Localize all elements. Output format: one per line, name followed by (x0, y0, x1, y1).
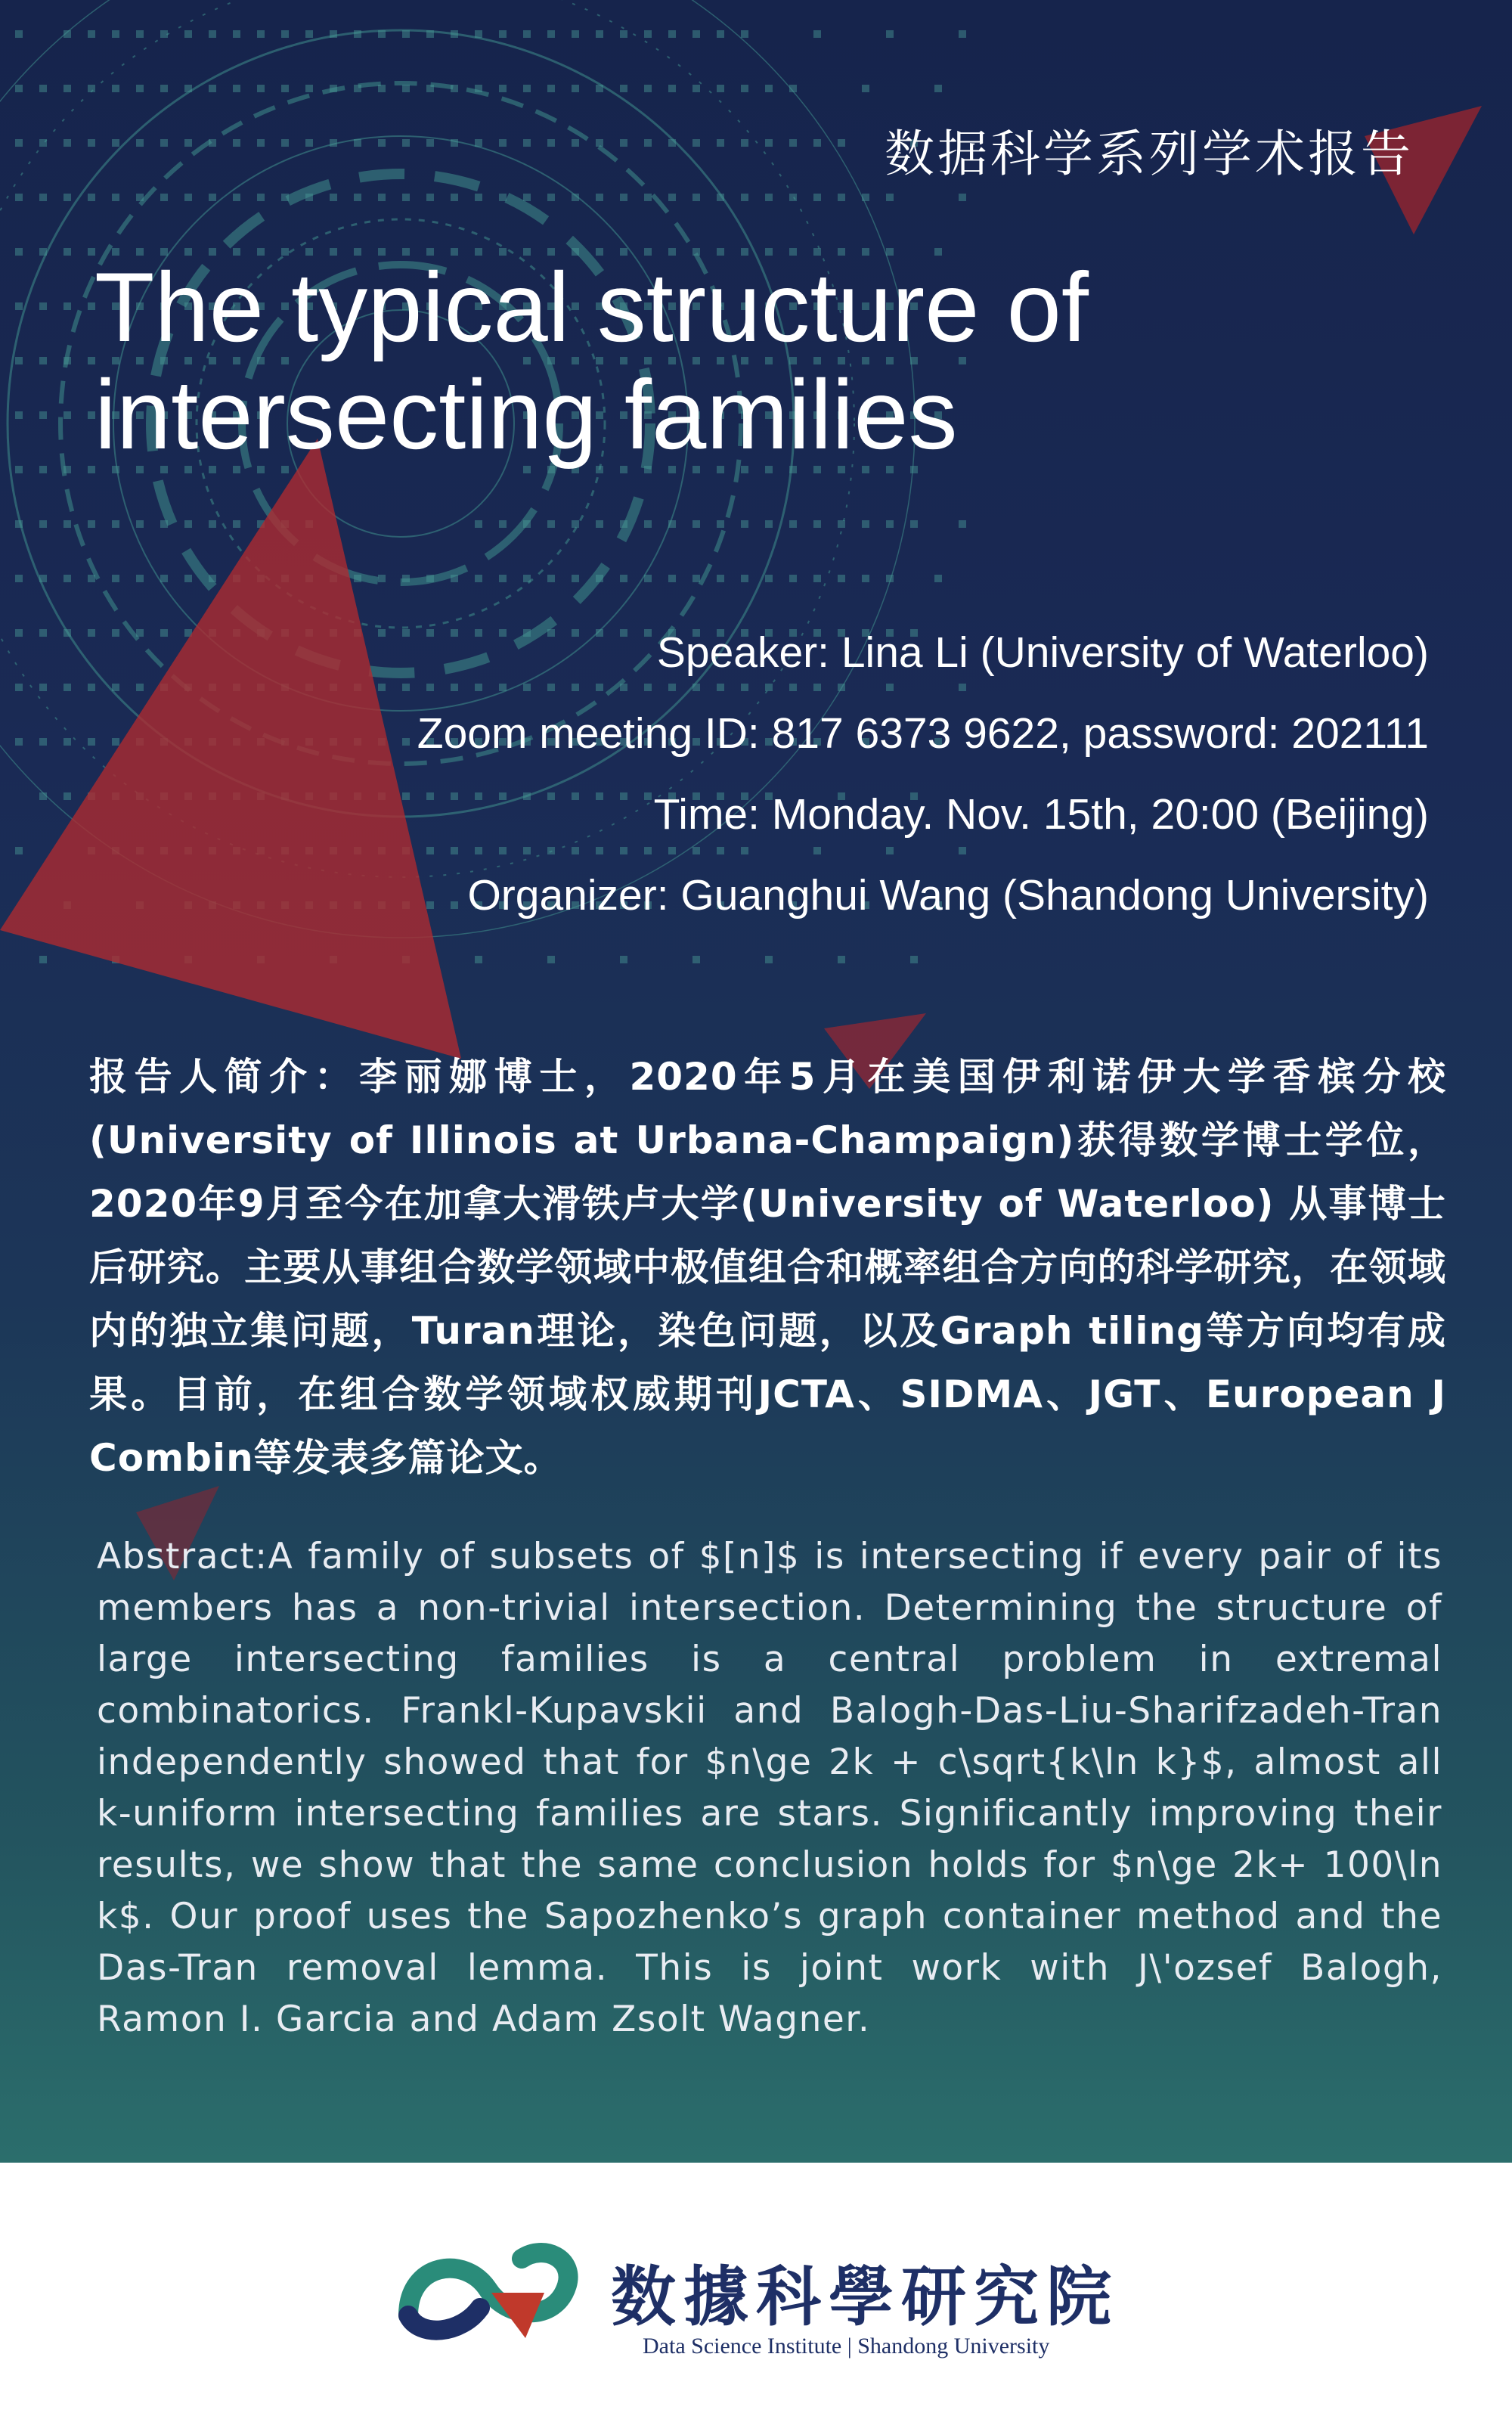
decor-dot (572, 575, 579, 582)
decor-dot (15, 194, 23, 201)
series-title: 数据科学系列学术报告 (885, 125, 1414, 183)
decor-dot (402, 629, 410, 637)
decor-dot (499, 520, 507, 528)
decor-dot (813, 139, 821, 147)
decor-dot (209, 30, 216, 38)
decor-dot (475, 956, 482, 963)
decor-dot (789, 139, 797, 147)
decor-dot (233, 139, 240, 147)
decor-dot (596, 194, 603, 201)
decor-dot (39, 302, 47, 310)
decor-dot (765, 139, 773, 147)
decor-dot (281, 139, 289, 147)
decor-dot (692, 956, 700, 963)
decor-dot (741, 85, 748, 92)
decor-dot (886, 575, 894, 582)
institute-name-english: Data Science Institute | Shandong University (643, 2334, 1050, 2359)
decor-dot (160, 85, 168, 92)
decor-dot (451, 30, 458, 38)
decor-dot (620, 30, 627, 38)
decor-dot (475, 575, 482, 582)
decor-dot (305, 194, 313, 201)
decor-dot (596, 575, 603, 582)
decor-dot (281, 30, 289, 38)
decor-dot (64, 575, 71, 582)
decor-dot (572, 30, 579, 38)
decor-dot (257, 30, 265, 38)
decor-dot (378, 684, 386, 691)
decor-dot (64, 466, 71, 473)
decor-dot (934, 85, 942, 92)
decor-dot (15, 684, 23, 691)
decor-dot (184, 575, 192, 582)
decor-dot (209, 85, 216, 92)
decor-dot (39, 85, 47, 92)
decor-dot (813, 520, 821, 528)
decor-dot (499, 194, 507, 201)
decor-dot (184, 30, 192, 38)
decor-dot (668, 30, 676, 38)
decor-dot (668, 139, 676, 147)
decor-dot (547, 956, 555, 963)
decor-dot (39, 248, 47, 256)
institute-logo-icon (393, 2232, 590, 2346)
decor-dot (789, 194, 797, 201)
decor-dot (39, 738, 47, 746)
decor-dot (886, 520, 894, 528)
decor-dot (209, 194, 216, 201)
decor-dot (305, 30, 313, 38)
decor-dot (789, 520, 797, 528)
decor-dot (741, 30, 748, 38)
decor-dot (233, 30, 240, 38)
decor-dot (39, 684, 47, 691)
decor-dot (354, 575, 361, 582)
decor-dot (354, 30, 361, 38)
decor-dot (136, 85, 144, 92)
decor-dot (136, 629, 144, 637)
decor-dot (39, 629, 47, 637)
decor-dot (88, 738, 95, 746)
decor-dot (64, 194, 71, 201)
decor-dot (426, 139, 434, 147)
decor-dot (112, 139, 119, 147)
decor-dot (64, 684, 71, 691)
decor-dot (523, 575, 531, 582)
decor-dot (596, 139, 603, 147)
decor-dot (499, 575, 507, 582)
decor-dot (765, 520, 773, 528)
decor-dot (402, 194, 410, 201)
decor-dot (233, 520, 240, 528)
decor-dot (523, 194, 531, 201)
decor-dot (547, 194, 555, 201)
decor-dot (692, 575, 700, 582)
decor-dot (741, 520, 748, 528)
decor-dot (305, 139, 313, 147)
decor-dot (717, 575, 724, 582)
decor-dot (378, 629, 386, 637)
decor-dot (475, 520, 482, 528)
decor-dot (330, 30, 337, 38)
decor-dot (39, 357, 47, 364)
decor-dot (64, 248, 71, 256)
decor-dot (64, 357, 71, 364)
decor-dot (838, 139, 845, 147)
decor-dot (862, 520, 869, 528)
decor-dot (39, 194, 47, 201)
time-line: Time: Monday. Nov. 15th, 20:00 (Beijing) (653, 790, 1429, 839)
decor-dot (547, 520, 555, 528)
decor-dot (572, 520, 579, 528)
decor-dot (112, 85, 119, 92)
decor-dot (886, 194, 894, 201)
decor-dot (88, 684, 95, 691)
decor-dot (789, 85, 797, 92)
decor-dot (330, 139, 337, 147)
decor-dot (39, 956, 47, 963)
decor-dot (184, 139, 192, 147)
decor-dot (233, 85, 240, 92)
decor-dot (547, 575, 555, 582)
decor-dot (475, 85, 482, 92)
decor-dot (15, 629, 23, 637)
decor-dot (15, 85, 23, 92)
decor-dot (136, 684, 144, 691)
decor-dot (64, 30, 71, 38)
decor-dot (402, 792, 410, 800)
decor-dot (813, 30, 821, 38)
decor-dot (112, 194, 119, 201)
decor-dot (257, 85, 265, 92)
decor-dot (281, 85, 289, 92)
decor-dot (88, 629, 95, 637)
decor-dot (39, 575, 47, 582)
decor-dot (378, 30, 386, 38)
decor-dot (15, 575, 23, 582)
decor-dot (39, 520, 47, 528)
decor-dot (15, 139, 23, 147)
decor-dot (620, 956, 627, 963)
decor-dot (136, 139, 144, 147)
decor-dot (402, 575, 410, 582)
decor-dot (451, 575, 458, 582)
footer (0, 2163, 1512, 2419)
decor-dot (572, 85, 579, 92)
decor-dot (886, 30, 894, 38)
decor-dot (717, 85, 724, 92)
decor-dot (209, 575, 216, 582)
decor-dot (112, 575, 119, 582)
decor-dot (64, 520, 71, 528)
zoom-line: Zoom meeting ID: 817 6373 9622, password: 202111 (417, 709, 1429, 758)
decor-dot (644, 575, 652, 582)
decor-dot (572, 194, 579, 201)
decor-dot (39, 792, 47, 800)
decor-dot (910, 520, 918, 528)
decor-dot (668, 85, 676, 92)
decor-dot (668, 194, 676, 201)
decor-dot (15, 466, 23, 473)
decor-dot (64, 629, 71, 637)
decor-dot (136, 520, 144, 528)
decor-dot (15, 738, 23, 746)
decor-dot (39, 466, 47, 473)
decor-dot (402, 738, 410, 746)
decor-dot (112, 30, 119, 38)
decor-dot (64, 738, 71, 746)
decor-dot (644, 85, 652, 92)
decor-dot (668, 575, 676, 582)
decor-dot (451, 194, 458, 201)
decor-dot (378, 194, 386, 201)
decor-dot (330, 194, 337, 201)
decor-dot (692, 139, 700, 147)
decor-dot (402, 139, 410, 147)
decor-dot (426, 575, 434, 582)
decor-dot (789, 575, 797, 582)
decor-dot (644, 520, 652, 528)
decor-dot (64, 139, 71, 147)
decor-dot (499, 85, 507, 92)
decor-dot (499, 30, 507, 38)
decor-dot (88, 30, 95, 38)
decor-dot (620, 139, 627, 147)
decor-dot (451, 139, 458, 147)
decor-dot (112, 738, 119, 746)
decor-dot (862, 575, 869, 582)
speaker-line: Speaker: Lina Li (University of Waterloo) (656, 628, 1429, 677)
decor-dot (862, 194, 869, 201)
decor-dot (596, 85, 603, 92)
decor-dot (136, 30, 144, 38)
decor-dot (15, 411, 23, 419)
decor-dot (547, 30, 555, 38)
decor-dot (64, 792, 71, 800)
decor-dot (88, 194, 95, 201)
decor-dot (692, 30, 700, 38)
decor-dot (523, 30, 531, 38)
institute-name-chinese: 数據科學研究院 (611, 2259, 1119, 2335)
decor-dot (136, 575, 144, 582)
decor-dot (209, 139, 216, 147)
decor-dot (547, 139, 555, 147)
decor-dot (668, 520, 676, 528)
decor-dot (717, 194, 724, 201)
decor-dot (233, 194, 240, 201)
decor-dot (112, 629, 119, 637)
decor-dot (596, 520, 603, 528)
decor-dot (88, 85, 95, 92)
decor-dot (813, 194, 821, 201)
decor-dot (354, 85, 361, 92)
decor-dot (378, 85, 386, 92)
decor-dot (160, 194, 168, 201)
decor-dot (813, 575, 821, 582)
decor-dot (402, 85, 410, 92)
decor-dot (15, 357, 23, 364)
talk-info (417, 613, 1429, 936)
decor-dot (184, 85, 192, 92)
decor-dot (475, 30, 482, 38)
decor-dot (765, 956, 773, 963)
decor-dot (910, 956, 918, 963)
decor-dot (378, 139, 386, 147)
decor-dot (64, 85, 71, 92)
decor-dot (838, 956, 845, 963)
decor-dot (426, 85, 434, 92)
decor-dot (692, 194, 700, 201)
decor-dot (765, 194, 773, 201)
decor-dot (305, 85, 313, 92)
speaker-bio: 报告人简介：李丽娜博士，2020年5月在美国伊利诺伊大学香槟分校(University of Illinois at Urbana-Champaign)获得数学博士学位，2020年9月至今在加拿大滑铁卢大学(University of Waterloo) 从事博士后研究。主要从事组合数学领域中极值组合和概率组合方向的科学研究，在领域内的独立集问题，Turan理论，染色问题，以及Graph tiling等方向均有成果。目前，在组合数学领域权威期刊JCTA、SIDMA、JGT、European J Combin等发表多篇论文。 (89, 1055, 1446, 1480)
decor-dot (475, 194, 482, 201)
decor-dot (402, 684, 410, 691)
decor-dot (402, 30, 410, 38)
decor-dot (765, 575, 773, 582)
decor-dot (741, 139, 748, 147)
decor-dot (572, 139, 579, 147)
decor-dot (136, 194, 144, 201)
decor-dot (257, 139, 265, 147)
decor-dot (523, 520, 531, 528)
large-red-triangle (0, 439, 461, 1059)
decor-dot (160, 520, 168, 528)
decor-dot (717, 139, 724, 147)
decor-dot (523, 85, 531, 92)
decor-dot (838, 575, 845, 582)
decor-dot (741, 575, 748, 582)
decor-dot (620, 575, 627, 582)
decor-dot (765, 85, 773, 92)
decor-dot (15, 248, 23, 256)
decor-dot (838, 520, 845, 528)
decor-dot (959, 30, 966, 38)
decor-dot (160, 139, 168, 147)
decor-dot (596, 30, 603, 38)
decor-dot (112, 684, 119, 691)
decor-dot (88, 139, 95, 147)
decor-dot (39, 411, 47, 419)
decor-dot (112, 520, 119, 528)
decor-dot (934, 575, 942, 582)
decor-dot (15, 847, 23, 854)
decor-dot (209, 520, 216, 528)
decor-dot (378, 575, 386, 582)
decor-dot (644, 194, 652, 201)
organizer-line: Organizer: Guanghui Wang (Shandong University) (467, 871, 1429, 920)
decor-dot (64, 302, 71, 310)
decor-dot (741, 194, 748, 201)
decor-dot (281, 194, 289, 201)
decor-dot (160, 629, 168, 637)
decor-dot (160, 30, 168, 38)
decor-dot (717, 30, 724, 38)
decor-dot (692, 85, 700, 92)
abstract: Abstract:A family of subsets of $[n]$ is intersecting if every pair of its members has a non-trivial intersection. Determining the structure of large intersecting families is a central problem in extremal combinatorics. Frankl-Kupavskii and Balogh-Das-Liu-Sharifzadeh-Tran independently showed that for $n\ge 2k + c\sqrt{k\ln k}$, almost all k-uniform intersecting families are stars. Significantly improving their results, we show that the same conclusion holds for $n\ge 2k+ 100\ln k$. Our proof uses the Sapozhenko’s graph container method and the Das-Tran removal lemma. This is joint work with J\'ozsef Balogh, Ramon I. Garcia and Adam Zsolt Wagner. (97, 1536, 1442, 2040)
decor-dot (15, 302, 23, 310)
decor-dot (88, 520, 95, 528)
decor-dot (426, 194, 434, 201)
decor-dot (39, 139, 47, 147)
decor-dot (838, 194, 845, 201)
decor-dot (692, 520, 700, 528)
decor-dot (330, 85, 337, 92)
decor-dot (523, 139, 531, 147)
decor-dot (620, 85, 627, 92)
decor-dot (620, 520, 627, 528)
decor-dot (64, 411, 71, 419)
decor-dot (354, 139, 361, 147)
decor-dot (15, 520, 23, 528)
decor-dot (717, 520, 724, 528)
decor-dot (257, 194, 265, 201)
decor-dot (644, 139, 652, 147)
decor-dot (88, 575, 95, 582)
decor-dot (451, 85, 458, 92)
decor-dot (620, 194, 627, 201)
decor-dot (959, 520, 966, 528)
talk-title: The typical structure of intersecting families (94, 252, 1089, 470)
decor-dot (426, 30, 434, 38)
decor-dot (862, 85, 869, 92)
decor-dot (354, 194, 361, 201)
decor-dot (547, 85, 555, 92)
decor-dot (499, 139, 507, 147)
decor-dot (160, 575, 168, 582)
decor-dot (644, 30, 652, 38)
decor-dot (15, 30, 23, 38)
decor-dot (959, 194, 966, 201)
decor-dot (184, 520, 192, 528)
decor-dot (184, 194, 192, 201)
decor-dot (475, 139, 482, 147)
